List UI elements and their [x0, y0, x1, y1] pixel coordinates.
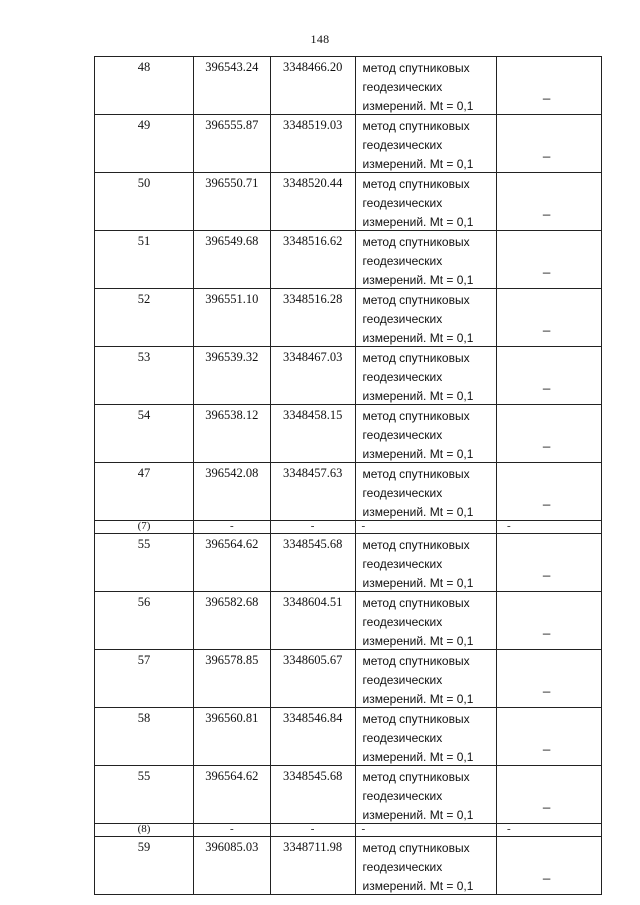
x-coordinate: 396578.85: [205, 653, 259, 667]
table-row: [95, 289, 602, 347]
method-line: геодезических: [362, 80, 443, 94]
y-coordinate: 3348519.03: [282, 118, 343, 132]
x-coordinate: 396550.71: [205, 176, 259, 190]
last-column-cell: [496, 766, 601, 824]
y-coordinate: 3348545.68: [282, 537, 343, 551]
y-coordinate: 3348605.67: [282, 653, 343, 667]
method-line: метод спутниковых: [362, 770, 470, 784]
y-coordinate-cell: [270, 766, 355, 824]
method-cell: [355, 521, 496, 534]
point-number-cell: [95, 534, 194, 592]
method-line: метод спутниковых: [362, 841, 470, 855]
x-coordinate: 396582.68: [205, 595, 259, 609]
last-column-value: _: [542, 794, 551, 809]
method-cell: [355, 708, 496, 766]
point-number-cell: [95, 231, 194, 289]
x-coordinate-cell: [193, 824, 270, 837]
table-row: [95, 115, 602, 173]
x-coordinate-cell: [193, 289, 270, 347]
x-coordinate-cell: [193, 231, 270, 289]
x-coordinate: 396085.03: [205, 840, 259, 854]
method-value: -: [361, 520, 366, 532]
page-number: 148: [310, 32, 330, 46]
method-line: геодезических: [362, 486, 443, 500]
point-number-cell: [95, 592, 194, 650]
method-line: геодезических: [362, 789, 443, 803]
method-line: метод спутниковых: [362, 596, 470, 610]
method-line: геодезических: [362, 196, 443, 210]
last-column-value: _: [542, 375, 551, 390]
method-cell: [355, 57, 496, 115]
method-line: измерений. Mt = 0,1: [362, 634, 474, 648]
x-coordinate-cell: [193, 173, 270, 231]
table-row: [95, 57, 602, 115]
x-coordinate-cell: [193, 405, 270, 463]
method-line: метод спутниковых: [362, 467, 470, 481]
x-coordinate: 396551.10: [205, 292, 259, 306]
point-number-cell: [95, 766, 194, 824]
last-column-cell: [496, 837, 601, 895]
method-line: измерений. Mt = 0,1: [362, 692, 474, 706]
method-cell: [355, 650, 496, 708]
method-line: геодезических: [362, 370, 443, 384]
last-column-value: _: [542, 85, 551, 100]
last-column-cell: [496, 289, 601, 347]
method-cell: [355, 405, 496, 463]
method-line: метод спутниковых: [362, 351, 470, 365]
method-line: геодезических: [362, 557, 443, 571]
last-column-cell: [496, 592, 601, 650]
method-line: измерений. Mt = 0,1: [362, 331, 474, 345]
x-coordinate-cell: [193, 766, 270, 824]
contour-label: (7): [137, 520, 151, 532]
x-coordinate-cell: [193, 708, 270, 766]
contour-label-cell: [95, 824, 194, 837]
method-cell: [355, 766, 496, 824]
method-cell: [355, 837, 496, 895]
method-line: метод спутниковых: [362, 61, 470, 75]
method-line: измерений. Mt = 0,1: [362, 215, 474, 229]
point-number-cell: [95, 708, 194, 766]
point-number-cell: [95, 837, 194, 895]
y-coordinate: -: [310, 520, 315, 532]
last-column-value: _: [542, 491, 551, 506]
point-number: 55: [137, 537, 151, 551]
method-cell: [355, 534, 496, 592]
last-column-cell: [496, 534, 601, 592]
method-cell: [355, 231, 496, 289]
method-line: измерений. Mt = 0,1: [362, 750, 474, 764]
y-coordinate: 3348516.28: [282, 292, 343, 306]
table-row: [95, 405, 602, 463]
x-coordinate-cell: [193, 347, 270, 405]
last-column-cell: [496, 405, 601, 463]
method-line: метод спутниковых: [362, 119, 470, 133]
point-number: 56: [137, 595, 151, 609]
point-number: 53: [137, 350, 151, 364]
method-value: -: [361, 823, 366, 835]
y-coordinate: 3348466.20: [282, 60, 343, 74]
table-row: [95, 534, 602, 592]
last-column-cell: [496, 463, 601, 521]
x-coordinate: 396564.62: [205, 537, 259, 551]
method-line: метод спутниковых: [362, 538, 470, 552]
y-coordinate-cell: [270, 347, 355, 405]
method-line: измерений. Mt = 0,1: [362, 879, 474, 893]
x-coordinate: 396543.24: [205, 60, 259, 74]
point-number: 55: [137, 769, 151, 783]
last-column-cell: [496, 115, 601, 173]
x-coordinate: 396555.87: [205, 118, 259, 132]
method-line: измерений. Mt = 0,1: [362, 99, 474, 113]
method-line: метод спутниковых: [362, 712, 470, 726]
y-coordinate-cell: [270, 405, 355, 463]
point-number: 59: [137, 840, 151, 854]
y-coordinate: 3348546.84: [282, 711, 343, 725]
method-line: измерений. Mt = 0,1: [362, 576, 474, 590]
y-coordinate: 3348545.68: [282, 769, 343, 783]
coordinates-table-body: [95, 57, 602, 895]
x-coordinate: 396549.68: [205, 234, 259, 248]
last-column-value: _: [542, 433, 551, 448]
x-coordinate-cell: [193, 534, 270, 592]
separator-row: [95, 521, 602, 534]
y-coordinate: 3348520.44: [282, 176, 343, 190]
last-column-value: _: [542, 865, 551, 880]
method-line: геодезических: [362, 673, 443, 687]
table-row: [95, 592, 602, 650]
method-line: метод спутниковых: [362, 654, 470, 668]
y-coordinate-cell: [270, 115, 355, 173]
method-line: измерений. Mt = 0,1: [362, 389, 474, 403]
method-line: геодезических: [362, 428, 443, 442]
y-coordinate-cell: [270, 521, 355, 534]
x-coordinate-cell: [193, 463, 270, 521]
point-number: 52: [137, 292, 151, 306]
method-cell: [355, 115, 496, 173]
x-coordinate-cell: [193, 57, 270, 115]
y-coordinate-cell: [270, 231, 355, 289]
method-line: измерений. Mt = 0,1: [362, 505, 474, 519]
point-number-cell: [95, 57, 194, 115]
method-line: измерений. Mt = 0,1: [362, 447, 474, 461]
point-number: 58: [137, 711, 151, 725]
method-line: геодезических: [362, 254, 443, 268]
x-coordinate: 396538.12: [205, 408, 259, 422]
method-cell: [355, 463, 496, 521]
x-coordinate: 396539.32: [205, 350, 259, 364]
x-coordinate: 396560.81: [205, 711, 259, 725]
method-line: метод спутниковых: [362, 293, 470, 307]
y-coordinate-cell: [270, 57, 355, 115]
last-column-value: _: [542, 201, 551, 216]
last-column-value: _: [542, 562, 551, 577]
last-column-cell: [496, 824, 601, 837]
table-row: [95, 347, 602, 405]
table-row: [95, 837, 602, 895]
point-number: 54: [137, 408, 151, 422]
y-coordinate-cell: [270, 173, 355, 231]
point-number-cell: [95, 115, 194, 173]
y-coordinate: -: [310, 823, 315, 835]
table-row: [95, 766, 602, 824]
y-coordinate-cell: [270, 650, 355, 708]
y-coordinate-cell: [270, 708, 355, 766]
x-coordinate-cell: [193, 837, 270, 895]
method-cell: [355, 289, 496, 347]
last-column-value: -: [506, 520, 511, 532]
point-number: 47: [137, 466, 151, 480]
method-line: геодезических: [362, 312, 443, 326]
point-number-cell: [95, 347, 194, 405]
point-number-cell: [95, 405, 194, 463]
last-column-cell: [496, 708, 601, 766]
last-column-value: -: [506, 823, 511, 835]
last-column-value: _: [542, 736, 551, 751]
point-number-cell: [95, 463, 194, 521]
y-coordinate: 3348457.63: [282, 466, 343, 480]
method-line: геодезических: [362, 731, 443, 745]
method-cell: [355, 173, 496, 231]
separator-row: [95, 824, 602, 837]
point-number-cell: [95, 173, 194, 231]
method-line: измерений. Mt = 0,1: [362, 157, 474, 171]
y-coordinate-cell: [270, 463, 355, 521]
x-coordinate-cell: [193, 650, 270, 708]
last-column-cell: [496, 173, 601, 231]
method-line: измерений. Mt = 0,1: [362, 808, 474, 822]
last-column-cell: [496, 57, 601, 115]
point-number: 57: [137, 653, 151, 667]
last-column-value: _: [542, 317, 551, 332]
point-number: 49: [137, 118, 151, 132]
y-coordinate: 3348711.98: [283, 840, 343, 854]
table-row: [95, 231, 602, 289]
y-coordinate-cell: [270, 534, 355, 592]
y-coordinate: 3348467.03: [282, 350, 343, 364]
contour-label: (8): [137, 823, 151, 835]
method-cell: [355, 347, 496, 405]
method-line: метод спутниковых: [362, 177, 470, 191]
point-number: 50: [137, 176, 151, 190]
y-coordinate: 3348604.51: [282, 595, 343, 609]
point-number-cell: [95, 289, 194, 347]
y-coordinate-cell: [270, 289, 355, 347]
last-column-value: _: [542, 678, 551, 693]
y-coordinate-cell: [270, 837, 355, 895]
y-coordinate-cell: [270, 592, 355, 650]
point-number-cell: [95, 650, 194, 708]
method-line: измерений. Mt = 0,1: [362, 273, 474, 287]
method-line: метод спутниковых: [362, 235, 470, 249]
point-number: 48: [137, 60, 151, 74]
last-column-cell: [496, 521, 601, 534]
method-line: геодезических: [362, 138, 443, 152]
x-coordinate: 396542.08: [205, 466, 259, 480]
method-line: метод спутниковых: [362, 409, 470, 423]
table-row: [95, 173, 602, 231]
coordinates-table: [94, 56, 602, 895]
table-row: [95, 708, 602, 766]
method-cell: [355, 592, 496, 650]
contour-label-cell: [95, 521, 194, 534]
x-coordinate: -: [230, 520, 234, 532]
last-column-cell: [496, 231, 601, 289]
last-column-cell: [496, 650, 601, 708]
table-row: [95, 650, 602, 708]
last-column-cell: [496, 347, 601, 405]
method-line: геодезических: [362, 615, 443, 629]
method-cell: [355, 824, 496, 837]
last-column-value: _: [542, 620, 551, 635]
last-column-value: _: [542, 143, 551, 158]
x-coordinate-cell: [193, 592, 270, 650]
method-line: геодезических: [362, 860, 443, 874]
point-number: 51: [137, 234, 151, 248]
last-column-value: _: [542, 259, 551, 274]
y-coordinate: 3348516.62: [282, 234, 343, 248]
x-coordinate: -: [230, 823, 234, 835]
x-coordinate-cell: [193, 115, 270, 173]
y-coordinate: 3348458.15: [282, 408, 343, 422]
y-coordinate-cell: [270, 824, 355, 837]
table-row: [95, 463, 602, 521]
x-coordinate-cell: [193, 521, 270, 534]
x-coordinate: 396564.62: [205, 769, 259, 783]
